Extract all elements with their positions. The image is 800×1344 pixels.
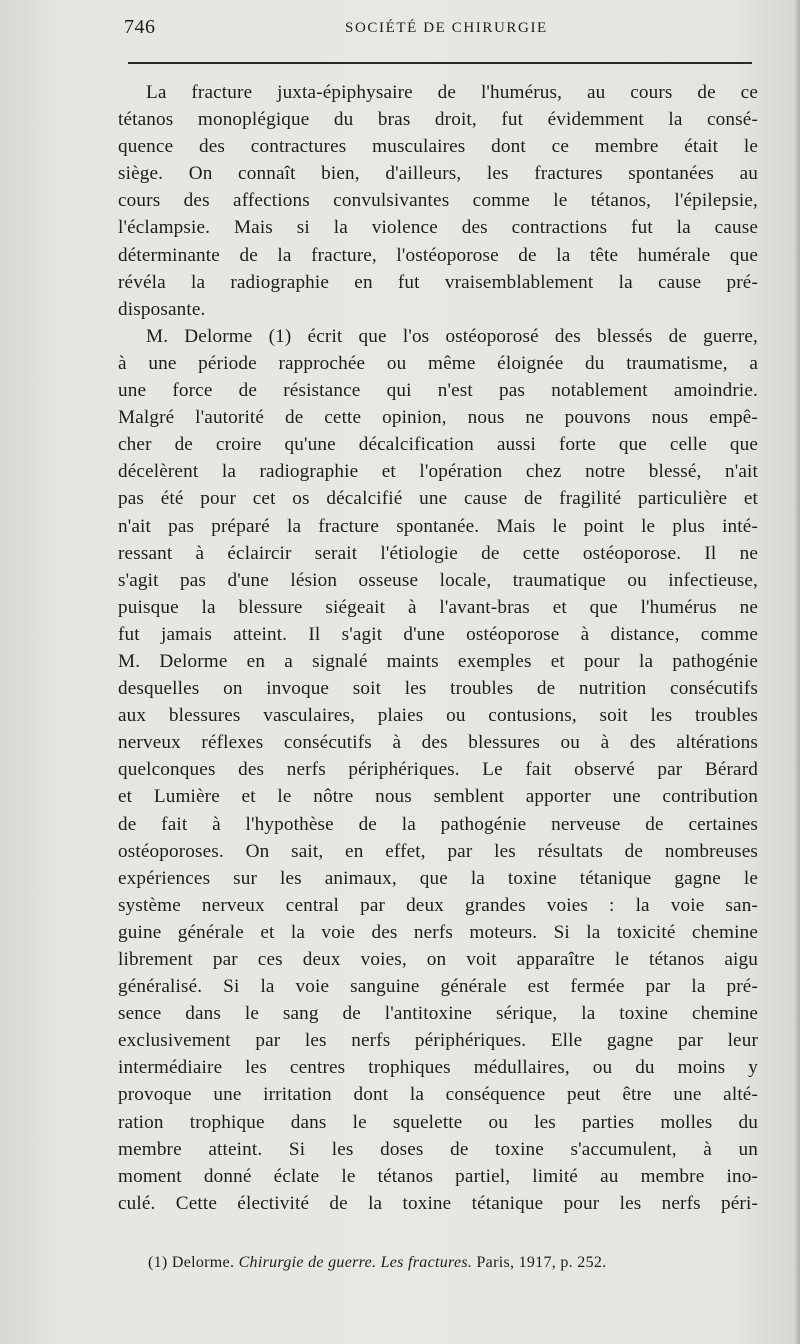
text-line: M. Delorme (1) écrit que l'os ostéoporosé des blessés de guerre,	[146, 325, 758, 347]
text-line: guine générale et la voie des nerfs moteurs. Si la toxicité chemine	[118, 921, 758, 943]
text-line: de fait à l'hypothèse de la pathogénie nerveuse de certaines	[118, 813, 758, 835]
text-line: généralisé. Si la voie sanguine générale est fermée par la pré-	[118, 976, 758, 998]
text-line: disposante.	[118, 298, 206, 320]
text-line: tétanos monoplégique du bras droit, fut évidemment la consé-	[118, 109, 758, 131]
text-line: cher de croire qu'une décalcification aussi forte que celle que	[118, 434, 758, 456]
text-line: siège. On connaît bien, d'ailleurs, les fractures spontanées au	[118, 163, 758, 185]
text-line: quence des contractures musculaires dont ce membre était le	[118, 136, 758, 158]
text-line: nerveux réflexes consécutifs à des blessures ou à des altérations	[118, 732, 758, 754]
text-line: aux blessures vasculaires, plaies ou contusions, soit les troubles	[118, 705, 758, 727]
text-line: expériences sur les animaux, que la toxine tétanique gagne le	[118, 867, 758, 889]
text-line: et Lumière et le nôtre nous semblent apporter une contribution	[118, 786, 758, 808]
text-line: cours des affections convulsivantes comme le tétanos, l'épilepsie,	[118, 190, 758, 212]
text-line: à une période rapprochée ou même éloignée du traumatisme, a	[118, 352, 758, 374]
text-line: révéla la radiographie en fut vraisemblablement la cause pré-	[118, 271, 758, 293]
text-line: M. Delorme en a signalé maints exemples et pour la pathogénie	[118, 650, 758, 672]
text-line: provoque une irritation dont la conséquence peut être une alté-	[118, 1084, 758, 1106]
footnote-publication: Paris, 1917, p. 252.	[476, 1254, 607, 1271]
text-line: Malgré l'autorité de cette opinion, nous ne pouvons nous empê-	[118, 407, 758, 429]
text-line: ressant à éclaircir serait l'étiologie de cette ostéoporose. Il ne	[118, 542, 758, 564]
text-line: desquelles on invoque soit les troubles de nutrition consécutifs	[118, 678, 758, 700]
text-line: intermédiaire les centres trophiques médullaires, ou du moins y	[118, 1057, 758, 1079]
footnote-title: Chirurgie de guerre. Les fractures.	[238, 1254, 473, 1271]
text-line: décelèrent la radiographie et l'opération chez notre blessé, n'ait	[118, 461, 758, 483]
footnote-author: Delorme.	[171, 1254, 235, 1271]
text-line: une force de résistance qui n'est pas notablement amoindrie.	[118, 380, 758, 402]
text-line: La fracture juxta-épiphysaire de l'humérus, au cours de ce	[146, 82, 758, 103]
text-line: système nerveux central par deux grandes voies : la voie san-	[118, 894, 758, 916]
text-line: librement par ces deux voies, on voit apparaître le tétanos aigu	[118, 949, 758, 970]
text-line: s'agit pas d'une lésion osseuse locale, traumatique ou infectieuse,	[118, 569, 758, 591]
body-text	[118, 79, 758, 1217]
text-line: exclusivement par les nerfs périphériques. Elle gagne par leur	[118, 1030, 758, 1052]
text-line: ration trophique dans le squelette ou les parties molles du	[118, 1111, 758, 1133]
running-title: SOCIÉTÉ DE CHIRURGIE	[345, 20, 548, 36]
text-line: sence dans le sang de l'antitoxine sérique, la toxine chemine	[118, 1003, 758, 1025]
header-rule	[128, 62, 752, 64]
footnote	[148, 1252, 606, 1274]
text-line: moment donné éclate le tétanos partiel, limité au membre ino-	[118, 1165, 758, 1187]
footnote-marker: (1)	[148, 1254, 168, 1271]
text-line: quelconques des nerfs périphériques. Le fait observé par Bérard	[118, 759, 758, 781]
text-line: l'éclampsie. Mais si la violence des contractions fut la cause	[118, 217, 758, 239]
page-number: 746	[124, 16, 156, 38]
text-line: culé. Cette électivité de la toxine tétanique pour les nerfs péri-	[118, 1192, 758, 1214]
text-line: fut jamais atteint. Il s'agit d'une ostéoporose à distance, comme	[118, 623, 758, 645]
text-line: puisque la blessure siégeait à l'avant-bras et que l'humérus ne	[118, 596, 758, 618]
text-line: n'ait pas préparé la fracture spontanée. Mais le point le plus inté-	[118, 515, 758, 537]
page-edge-shadow	[794, 0, 800, 1344]
text-line: membre atteint. Si les doses de toxine s'accumulent, à un	[118, 1138, 758, 1160]
text-line: pas été pour cet os décalcifié une cause de fragilité particulière et	[118, 488, 758, 510]
text-line: déterminante de la fracture, l'ostéoporose de la tête humérale que	[118, 244, 758, 266]
text-line: ostéoporoses. On sait, en effet, par les résultats de nombreuses	[118, 840, 758, 862]
